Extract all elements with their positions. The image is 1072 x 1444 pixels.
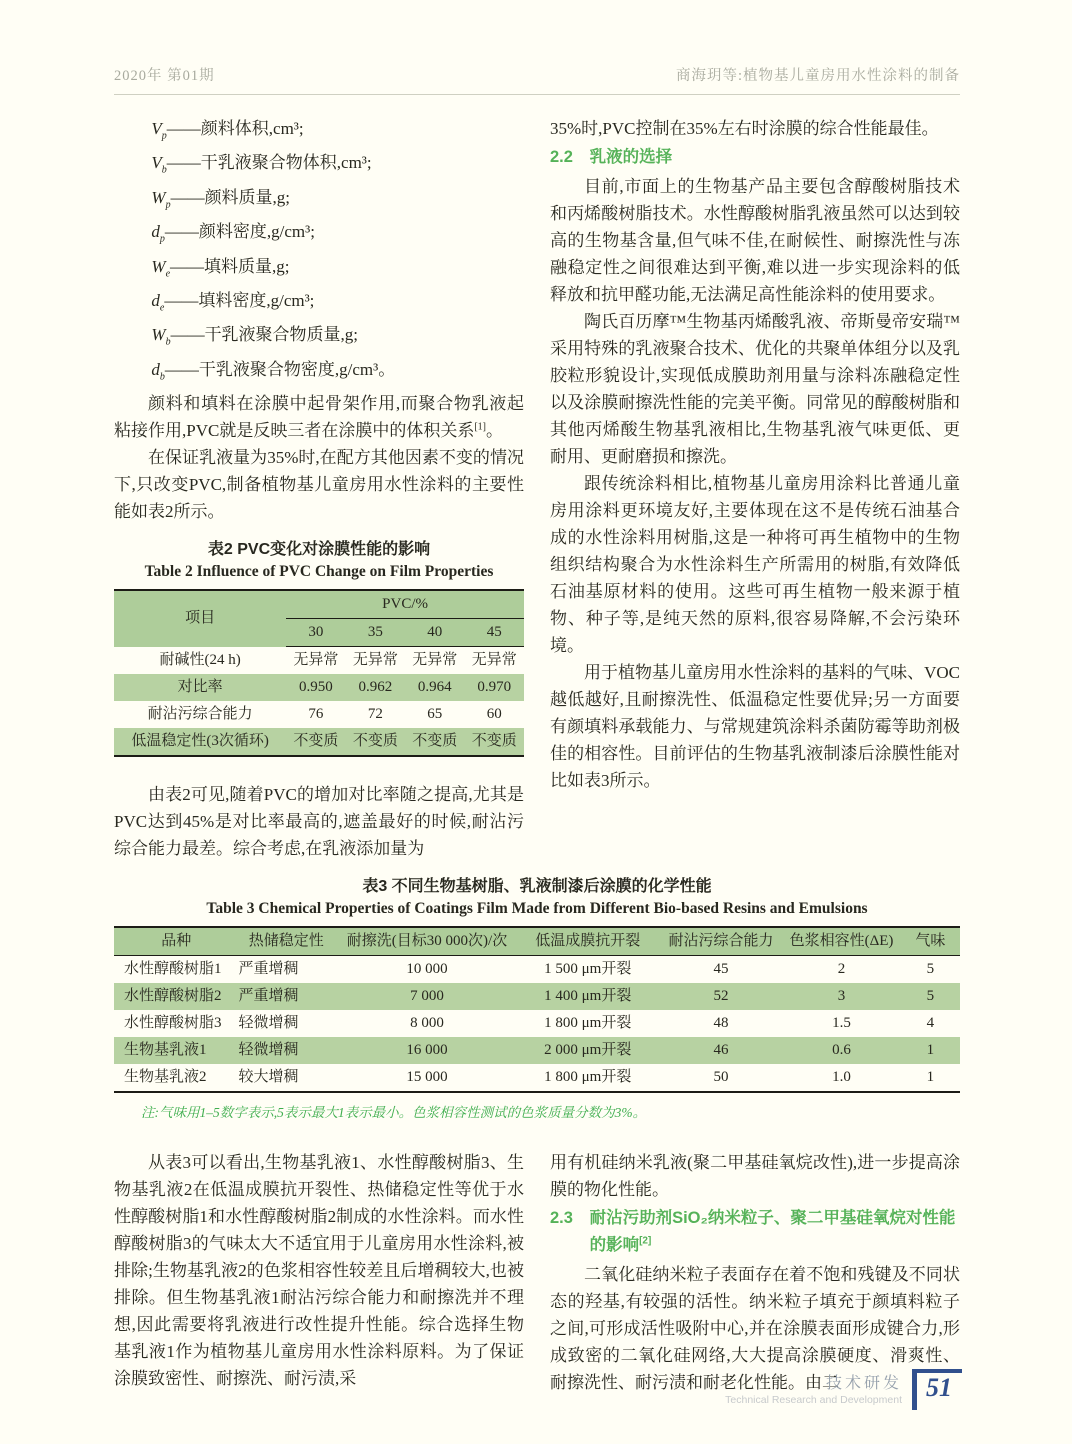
cell: 0.970 <box>477 679 512 696</box>
cell: 生物基乳液2 <box>124 1069 207 1086</box>
paragraph: 35%时,PVC控制在35%左右时涂膜的综合性能最佳。 <box>550 119 939 138</box>
cell: 5 <box>926 988 935 1005</box>
col-header: 低温成膜抗开裂 <box>516 927 660 956</box>
cell: 10 000 <box>406 961 448 978</box>
variable-symbol: $W_p$ <box>151 187 171 211</box>
footer-section-en: Technical Research and Development <box>725 1394 902 1406</box>
cell: 15 000 <box>406 1069 448 1086</box>
paragraph: 用于植物基儿童房用水性涂料的基料的气味、VOC越低越好,且耐擦洗性、低温稳定性要优异;另一方面要有颜填料承载能力、与常规建筑涂料杀菌防霉等助剂极佳的相容性。目前评估的生物基乳液制漆后涂膜性能对比如表3所示。 <box>550 663 960 790</box>
cell: 1 800 μm开裂 <box>544 1069 632 1086</box>
row-label: 耐沾污综合能力 <box>147 706 253 723</box>
cell: 8 000 <box>410 1015 444 1032</box>
table2-colgroup-header: PVC/% <box>286 590 524 619</box>
definition-item <box>114 321 524 355</box>
paragraph: 用有机硅纳米乳液(聚二甲基硅氧烷改性),进一步提高涂膜的物化性能。 <box>550 1153 960 1200</box>
top-section <box>114 115 960 862</box>
table-row <box>114 1064 960 1092</box>
cell: 3 <box>837 988 846 1005</box>
cell: 1 400 μm开裂 <box>544 988 632 1005</box>
cell: 76 <box>308 706 324 723</box>
definition-text: ——颜料质量,g; <box>170 187 291 207</box>
cell: 65 <box>427 706 443 723</box>
col-header: 色浆相容性(ΔE) <box>782 927 900 956</box>
cell: 轻微增稠 <box>238 1015 299 1032</box>
definition-item <box>114 287 524 321</box>
citation-ref: [1] <box>474 421 486 433</box>
cell: 4 <box>926 1015 935 1032</box>
cell: 严重增稠 <box>238 961 299 978</box>
row-label: 耐碱性(24 h) <box>159 651 241 668</box>
variable-symbol: $W_e$ <box>151 256 171 279</box>
section-title: 耐沾污助剂SiO₂纳米粒子、聚二甲基硅氧烷对性能的影响[2] <box>589 1209 956 1255</box>
variable-symbol: $V_b$ <box>151 153 167 176</box>
cell: 不变质 <box>471 733 517 750</box>
bottom-section <box>114 1149 960 1396</box>
cell: 无异常 <box>471 652 517 669</box>
page-header <box>114 64 960 95</box>
definition-text: ——颜料体积,cm³; <box>166 119 304 138</box>
cell: 0.6 <box>832 1042 851 1059</box>
table3 <box>114 926 960 1093</box>
table2-header-row <box>114 590 524 619</box>
pvc-value: 35 <box>346 619 405 647</box>
table-row <box>114 1037 960 1064</box>
paragraph: 由表2可见,随着PVC的增加对比率随之提高,尤其是PVC达到45%是对比率最高的,遮盖最好的时候,耐沾污综合能力最差。综合考虑,在乳液添加量为 <box>114 785 524 859</box>
variable-symbol: $d_e$ <box>151 290 165 314</box>
cell: 2 <box>837 961 846 978</box>
cell: 轻微增稠 <box>238 1042 299 1059</box>
table3-header-row <box>114 927 960 956</box>
cell: 50 <box>713 1069 729 1086</box>
definition-text: ——颜料密度,g/cm³; <box>164 222 315 242</box>
cell: 1 500 μm开裂 <box>544 961 632 978</box>
pvc-value: 45 <box>465 619 524 647</box>
paragraph: 跟传统涂料相比,植物基儿童房用涂料比普通儿童房用涂料更环境友好,主要体现在这不是传统石油基合成的水性涂料用树脂,这是一种将可再生植物中的生物组织结构聚合为水性涂料生产所需用的树脂,有效降低石油基原材料的使用。这些可再生植物一般来源于植物、种子等,是纯天然的原料,很容易降解,不会污染环境。 <box>550 474 960 655</box>
section-heading-2-2 <box>550 144 960 171</box>
cell: 无异常 <box>293 652 339 669</box>
paragraph: 陶氏百历摩™生物基丙烯酸乳液、帝斯曼帝安瑞™采用特殊的乳液聚合技术、优化的共聚单体组分以及乳胶粒形貌设计,实现低成膜助剂用量与涂料冻融稳定性以及涂膜耐擦洗性能的完美平衡。同常见的醇酸树脂和其他丙烯酸生物基乳液相比,生物基乳液气味更低、更耐用、更耐磨损和擦洗。 <box>550 312 960 466</box>
section-number: 2.3 <box>550 1209 573 1228</box>
footer-section-name <box>725 1369 902 1407</box>
paragraph: 颜料和填料在涂膜中起骨架作用,而聚合物乳液起粘接作用,PVC就是反映三者在涂膜中的体积关系[1]。 <box>114 394 524 441</box>
pvc-value: 40 <box>405 619 464 647</box>
table2-caption-zh: 表2 PVC变化对涂膜性能的影响 <box>207 541 431 559</box>
cell: 48 <box>713 1015 729 1032</box>
table-row <box>114 956 960 984</box>
table3-note: 注:气味用1–5数字表示,5表示最大1表示最小。色浆相容性测试的色浆质量分数为3%。 <box>141 1105 647 1121</box>
cell: 0.950 <box>299 679 333 696</box>
cell: 7 000 <box>410 988 444 1005</box>
cell: 72 <box>367 706 383 723</box>
left-column-bottom <box>114 1149 524 1396</box>
page-number: 51 <box>926 1373 952 1402</box>
issue-label: 2020年 第01期 <box>114 68 215 84</box>
definition-item <box>114 253 524 287</box>
cell: 2 000 μm开裂 <box>544 1042 632 1059</box>
section-title: 乳液的选择 <box>589 148 673 166</box>
paragraph: 目前,市面上的生物基产品主要包含醇酸树脂技术和丙烯酸树脂技术。水性醇酸树脂乳液虽然可以达到较高的生物基含量,但气味不佳,在耐候性、耐擦洗性与冻融稳定性之间很难达到平衡,难以进一步实现涂料的低释放和抗甲醛功能,无法满足高性能涂料的使用要求。 <box>550 177 960 304</box>
page-number-bracket <box>912 1369 962 1410</box>
table-row <box>114 1010 960 1037</box>
col-header: 气味 <box>901 927 960 956</box>
paragraph: 在保证乳液量为35%时,在配方其他因素不变的情况下,只改变PVC,制备植物基儿童房用水性涂料的主要性能如表2所示。 <box>114 448 524 522</box>
cell: 5 <box>926 961 935 978</box>
cell: 水性醇酸树脂3 <box>124 1015 222 1032</box>
variable-symbol: $d_b$ <box>151 359 165 383</box>
cell: 52 <box>713 988 729 1005</box>
definition-item <box>114 184 524 218</box>
cell: 1 800 μm开裂 <box>544 1015 632 1032</box>
definition-text: ——填料密度,g/cm³; <box>164 290 315 310</box>
footer-section-zh: 技术研发 <box>825 1375 902 1392</box>
definition-text: ——干乳液聚合物体积,cm³; <box>166 153 372 173</box>
definition-text: ——干乳液聚合物密度,g/cm³。 <box>164 359 396 379</box>
cell: 严重增稠 <box>238 988 299 1005</box>
definition-item <box>114 149 524 183</box>
row-label: 对比率 <box>177 679 223 696</box>
table-row <box>114 701 524 728</box>
paragraph: 二氧化硅纳米粒子表面存在着不饱和残键及不同状态的羟基,有较强的活性。纳米粒子填充于颜填料粒子之间,可形成活性吸附中心,并在涂膜表面形成键合力,形成致密的二氧化硅网络,大大提高涂膜硬度、滑爽性、耐擦洗性、耐污渍和耐老化性能。由二 <box>550 1265 960 1393</box>
variable-symbol: $d_p$ <box>151 222 165 245</box>
definition-item <box>114 218 524 252</box>
col-header: 热储稳定性 <box>232 927 338 956</box>
citation-ref: [2] <box>639 1235 652 1247</box>
col-header: 耐沾污综合能力 <box>660 927 783 956</box>
table-row <box>114 983 960 1010</box>
col-header: 耐擦洗(目标30 000次)/次 <box>338 927 516 956</box>
pvc-value: 30 <box>286 619 345 647</box>
section-number: 2.2 <box>550 148 573 166</box>
cell: 16 000 <box>406 1042 448 1059</box>
cell: 1 <box>926 1042 935 1059</box>
table3-caption-en: Table 3 Chemical Properties of Coatings Film Made from Different Bio-based Resins and Emulsions <box>206 900 868 918</box>
cell: 45 <box>713 961 729 978</box>
table-row <box>114 728 524 756</box>
cell: 水性醇酸树脂1 <box>124 961 222 978</box>
cell: 生物基乳液1 <box>124 1042 207 1059</box>
table3-caption-zh: 表3 不同生物基树脂、乳液制漆后涂膜的化学性能 <box>362 878 712 896</box>
row-label: 低温稳定性(3次循环) <box>131 733 269 750</box>
cell: 1.5 <box>832 1015 851 1032</box>
definition-item <box>114 115 524 149</box>
cell: 水性醇酸树脂2 <box>124 988 222 1005</box>
page-footer <box>725 1369 962 1410</box>
right-column <box>550 115 960 862</box>
definition-item <box>114 356 524 390</box>
cell: 1.0 <box>832 1069 851 1086</box>
cell: 无异常 <box>352 652 398 669</box>
cell: 0.962 <box>358 679 393 696</box>
variable-symbol: $V_p$ <box>151 119 167 142</box>
variable-symbol: $W_b$ <box>151 325 171 348</box>
left-column <box>114 115 524 862</box>
cell: 不变质 <box>412 733 458 750</box>
cell: 0.964 <box>417 679 452 696</box>
cell: 较大增稠 <box>238 1069 299 1086</box>
table2 <box>114 589 524 757</box>
definition-text: ——填料质量,g; <box>170 256 290 276</box>
cell: 无异常 <box>412 652 458 669</box>
table2-item-header: 项目 <box>185 610 216 627</box>
right-column-bottom <box>550 1149 960 1396</box>
cell: 46 <box>713 1042 729 1059</box>
running-title: 商海玥等:植物基儿童房用水性涂料的制备 <box>675 68 960 84</box>
section-heading-2-3 <box>550 1205 960 1259</box>
col-header: 品种 <box>114 927 232 956</box>
cell: 不变质 <box>293 733 339 750</box>
definition-text: ——干乳液聚合物质量,g; <box>170 325 359 345</box>
cell: 不变质 <box>352 733 398 750</box>
table-row <box>114 647 524 675</box>
table-row <box>114 674 524 701</box>
cell: 60 <box>486 706 502 723</box>
table3-block <box>114 876 960 1123</box>
table2-caption-en: Table 2 Influence of PVC Change on Film Properties <box>144 563 494 581</box>
cell: 1 <box>926 1069 935 1086</box>
paragraph: 从表3可以看出,生物基乳液1、水性醇酸树脂3、生物基乳液2在低温成膜抗开裂性、热储稳定性等优于水性醇酸树脂1和水性醇酸树脂2制成的水性涂料。而水性醇酸树脂3的气味太大不适宜用于儿童房用水性涂料,被排除;生物基乳液2的色浆相容性较差且后增稠较大,也被排除。但生物基乳液1耐沾污综合能力和耐擦洗并不理想,因此需要将乳液进行改性提升性能。综合选择生物基乳液1作为植物基儿童房用水性涂料原料。为了保证涂膜致密性、耐擦洗、耐污渍,采 <box>114 1153 524 1389</box>
